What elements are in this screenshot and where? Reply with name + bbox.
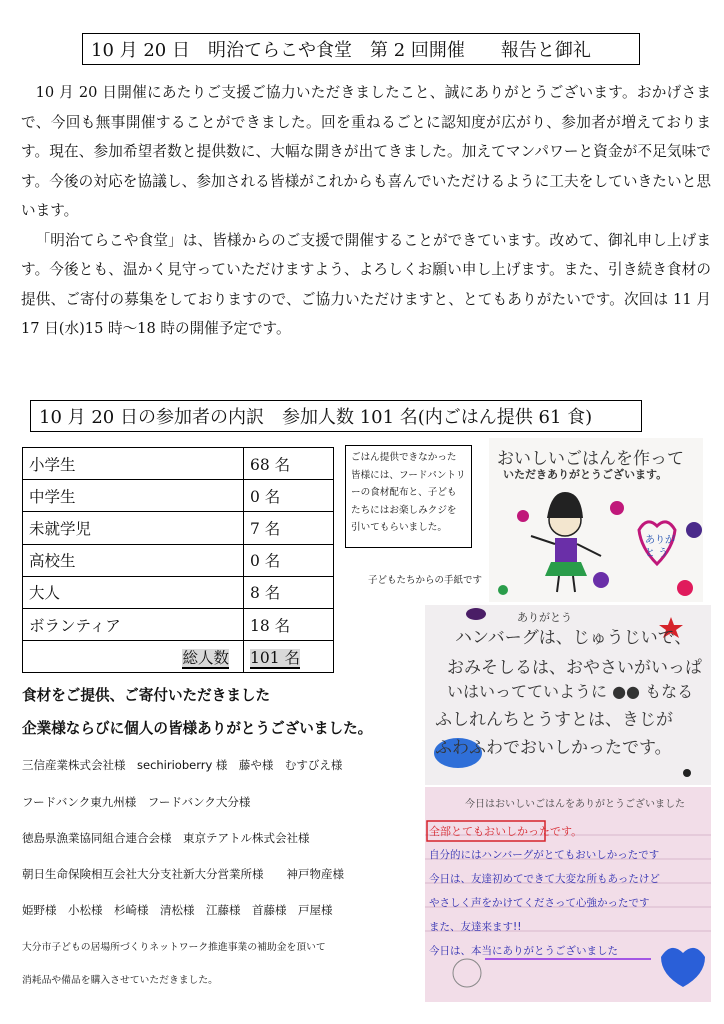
row-label: 未就学児 (23, 512, 244, 544)
donor-line-2: フードバンク東九州様 フードバンク大分様 (22, 795, 251, 809)
letter3-line1: 今日はおいしいごはんをありがとうございました (465, 799, 685, 810)
table-row (23, 576, 334, 608)
row-label: 高校生 (23, 544, 244, 576)
page-title: 10 月 20 日 明治てらこや食堂 第 2 回開催 報告と御礼 (82, 33, 640, 65)
table-row (23, 544, 334, 576)
letter2-line6: ふわふわでおいしかったです。 (435, 738, 672, 758)
row-value: 0 名 (244, 480, 334, 512)
report-body (21, 78, 711, 344)
letters-caption: 子どもたちからの手紙です (368, 575, 483, 586)
table-row (23, 512, 334, 544)
pink-letter-photo (425, 787, 711, 1002)
letter3-line7: 今日は、本当にありがとうございました (429, 945, 618, 957)
breakdown-title: 10 月 20 日の参加者の内訳 参加人数 101 名(内ごはん提供 61 食) (30, 400, 642, 432)
letter2-line2: ハンバーグは、じゅうじいで、 (455, 628, 692, 648)
row-value: 68 名 (244, 448, 334, 480)
letter2-line5: ふしれんちとうすとは、きじが (435, 710, 673, 730)
paragraph-2: 「明治てらこや食堂」は、皆様からのご支援で開催することができています。改めて、御礼申し上げます。今後とも、温かく見守っていただけますよう、よろしくお願い申し上げます。また、引き続き食材の提供、ご寄付の募集をしておりますので、ご協力いただけますと、とてもありがたいです。次回は 11 月 17 日(水)15 時～18 時の開催予定です。 (21, 231, 711, 337)
participant-table (22, 447, 334, 673)
thanks-line-1: 食材をご提供、ご寄付いただきました (22, 687, 271, 704)
letter2-line4: いはいってていように ●● もなる (447, 682, 694, 701)
row-label: 中学生 (23, 480, 244, 512)
letter2-line1: ありがとう (517, 611, 572, 624)
total-label: 総人数 (23, 641, 244, 673)
pantry-note: ごはん提供できなかった皆様には、フードパントリーの食材配布と、子どもたちにはお楽しみクジを引いてもらいました。 (345, 445, 472, 548)
letter3-line3: 自分的にはハンバーグがとてもおいしかったです (429, 849, 660, 861)
letter3-line5: やさしく声をかけてくださって心強かったです (429, 897, 650, 909)
table-row (23, 448, 334, 480)
total-value: 101 名 (244, 641, 334, 673)
table-row (23, 480, 334, 512)
row-value: 18 名 (244, 608, 334, 640)
letter2-line3: おみそしるは、おやさいがいっぱ (447, 658, 702, 678)
letter1-line1: おいしいごはんを作って (497, 449, 684, 469)
donor-line-4: 朝日生命保険相互会社大分支社新大分営業所様 神戸物産様 (22, 867, 344, 881)
row-value: 7 名 (244, 512, 334, 544)
letter3-line4: 今日は、友達初めてできて大変な所もあったけど (429, 873, 660, 885)
row-value: 0 名 (244, 544, 334, 576)
donor-line-3: 徳島県漁業協同組合連合会様 東京テアトル株式会社様 (22, 831, 310, 845)
subsidy-line-1: 大分市子どもの居場所づくりネットワーク推進事業の補助金を頂いて (22, 942, 326, 953)
donor-line-1: 三信産業株式会社様 sechirioberry 様 藤や様 むすびえ様 (22, 758, 343, 772)
letter1-heart-text: ありがと う (645, 535, 675, 559)
row-label: ボランティア (23, 608, 244, 640)
total-row (23, 641, 334, 673)
row-label: 大人 (23, 576, 244, 608)
letter3-line6: また、友達来ます!! (429, 921, 522, 933)
paragraph-1: 10 月 20 日開催にあたりご支援ご協力いただきましたこと、誠にありがとうございます。おかげさまで、今回も無事開催することができました。回を重ねるごとに認知度が広がり、参加者が増えております。現在、参加希望者数と提供数に、大幅な開きが出てきました。加えてマンパワーと資金が不足気味です。今後の対応を協議し、参加される皆様がこれからも喜んでいただけるように工夫をしていきたいと思います。 (21, 84, 711, 219)
thanks-line-2: 企業様ならびに個人の皆様ありがとうございました。 (22, 720, 373, 737)
letter1-line2: いただきありがとうございます。 (503, 468, 668, 481)
child-drawing-photo (489, 438, 703, 602)
hamburger-letter-photo (425, 605, 711, 785)
row-value: 8 名 (244, 576, 334, 608)
donor-line-5: 姫野様 小松様 杉崎様 清松様 江藤様 首藤様 戸屋様 (22, 903, 333, 917)
letter3-line2: 全部とてもおいしかったです。 (429, 825, 583, 838)
subsidy-line-2: 消耗品や備品を購入させていただきました。 (22, 975, 218, 986)
table-row (23, 608, 334, 640)
row-label: 小学生 (23, 448, 244, 480)
